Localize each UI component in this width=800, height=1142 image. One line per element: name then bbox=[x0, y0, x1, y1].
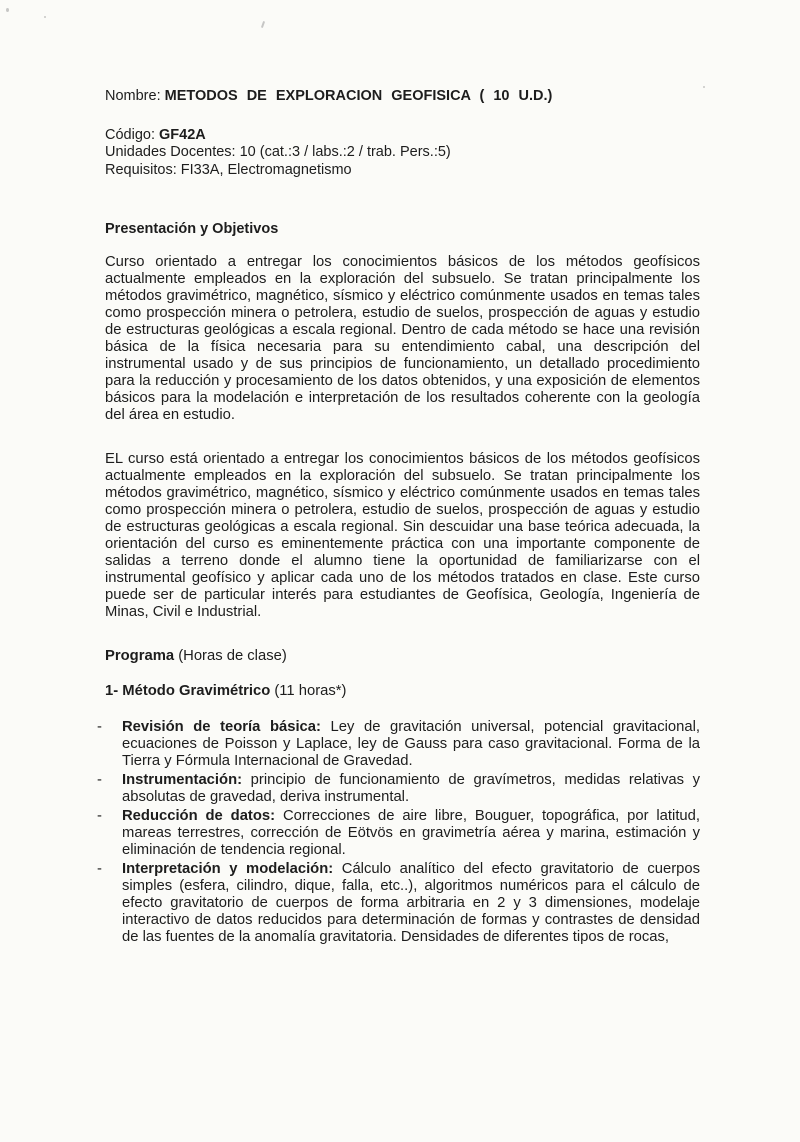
nombre-label: Nombre: bbox=[105, 88, 161, 104]
method-1-title: 1- Método Gravimétrico bbox=[105, 683, 271, 699]
topic-text bbox=[122, 808, 700, 859]
topic-text bbox=[122, 861, 700, 946]
bullet-marker: - bbox=[97, 719, 102, 735]
method-1-title-line bbox=[105, 683, 700, 700]
requisitos-line: Requisitos: FI33A, Electromagnetismo bbox=[105, 161, 352, 178]
topic-item bbox=[97, 808, 700, 859]
scan-artifact bbox=[6, 8, 9, 12]
scan-artifact bbox=[44, 16, 46, 18]
bullet-marker: - bbox=[97, 861, 102, 877]
course-name-value: METODOS DE EXPLORACION GEOFISICA ( 10 U.D.) bbox=[164, 88, 553, 104]
topic-body: Correcciones de aire libre, Bouguer, topográfica, por latitud, mareas terrestres, corrección de Eötvös en gravimetría aérea y marina, estimación y eliminación de tendencia regional. bbox=[122, 808, 700, 858]
topic-item bbox=[97, 719, 700, 770]
presentacion-paragraph-2: EL curso está orientado a entregar los conocimientos básicos de los métodos geofísicos actualmente empleados en la exploración del subsuelo. Se tratan principalmente los métodos gravimétrico, magnético, sísmico y eléctrico comúnmente usados en temas tales como prospección minera o petrolera, estudio de suelos, prospección de aguas y estudio de estructuras geológicas a escala regional. Sin descuidar una base teórica adecuada, la orientación del curso es eminentemente práctica con una importante componente de salidas a terreno donde el alumno tiene la oportunidad de familiarizarse con el instrumental geofísico y aplicar cada uno de los métodos tratados en clase. Este curso puede ser de particular interés para estudiantes de Geofísica, Geología, Ingeniería de Minas, Civil e Industrial. bbox=[105, 451, 700, 620]
topic-label: Revisión de teoría básica: bbox=[122, 719, 321, 735]
programa-title-suffix: (Horas de clase) bbox=[174, 648, 287, 664]
topic-item bbox=[97, 772, 700, 806]
bullet-marker: - bbox=[97, 772, 102, 788]
programa-title: Programa bbox=[105, 648, 175, 664]
topic-body: Cálculo analítico del efecto gravitatorio de cuerpos simples (esfera, cilindro, dique, falla, etc..), algoritmos numéricos para el cálculo de efecto gravitatorio de cuerpos de forma arbitraria en 2 y 3 dimensiones, modelaje interactivo de datos reducidos para determinación de formas y contrastes de densidad de las fuentes de la anomalía gravitatoria. Densidades de diferentes tipos de rocas, bbox=[122, 861, 700, 945]
topic-label: Instrumentación: bbox=[122, 772, 243, 788]
topic-label: Reducción de datos: bbox=[122, 808, 276, 824]
topic-text bbox=[122, 772, 700, 806]
presentacion-paragraph-1: Curso orientado a entregar los conocimientos básicos de los métodos geofísicos actualmente empleados en la exploración del subsuelo. Se tratan principalmente los métodos gravimétrico, magnético, sísmico y eléctrico comúnmente usados en temas tales como prospección minera o petrolera, estudio de suelos, prospección de aguas y estudio de estructuras geológicas a escala regional. Dentro de cada método se hace una revisión básica de la física necesaria para su entendimiento cabal, una descripción del instrumental usado y de sus principios de funcionamiento, un detallado procedimiento para la reducción y procesamiento de los datos obtenidos, y una exposición de elementos básicos para la modelación e interpretación de los resultados coherente con la geología del área en estudio. bbox=[105, 254, 700, 423]
programa-title-line bbox=[105, 648, 700, 665]
codigo-value: GF42A bbox=[159, 126, 206, 143]
presentacion-title: Presentación y Objetivos bbox=[105, 221, 279, 237]
codigo-label: Código: bbox=[105, 126, 155, 143]
topic-item bbox=[97, 861, 700, 946]
course-meta-block bbox=[105, 127, 700, 180]
method-1-topic-list bbox=[97, 719, 701, 946]
bullet-marker: - bbox=[97, 808, 102, 824]
topic-body: Ley de gravitación universal, potencial gravitacional, ecuaciones de Poisson y Laplace, ley de Gauss para caso gravitacional. Forma de la Tierra y Fórmula Internacional de Gravedad. bbox=[122, 719, 701, 769]
course-name-line bbox=[105, 88, 700, 106]
unidades-line: Unidades Docentes: 10 (cat.:3 / labs.:2 / trab. Pers.:5) bbox=[105, 144, 451, 160]
topic-label: Interpretación y modelación: bbox=[122, 861, 334, 877]
method-1-hours: (11 horas*) bbox=[270, 683, 347, 699]
scan-artifact bbox=[261, 21, 265, 28]
scan-artifact bbox=[703, 86, 705, 88]
codigo-line bbox=[105, 127, 700, 145]
topic-text bbox=[122, 719, 700, 770]
topic-body: principio de funcionamiento de gravímetros, medidas relativas y absolutas de gravedad, deriva instrumental. bbox=[122, 772, 700, 805]
